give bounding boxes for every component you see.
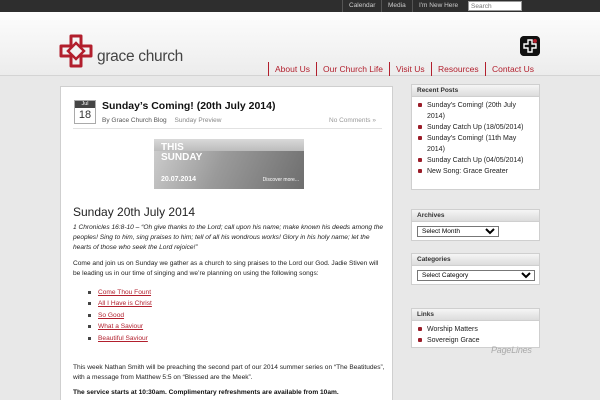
nav-visit-us[interactable]: Visit Us (389, 62, 425, 76)
post-date-day: 18 (78, 109, 92, 121)
archives-widget (411, 209, 540, 241)
site-name[interactable]: grace church (97, 48, 184, 65)
social-badge-icon[interactable] (520, 36, 540, 56)
banner-date: 20.07.2014 (161, 176, 197, 183)
recent-post-link[interactable]: New Song: Grace Greater (416, 166, 535, 177)
banner-line-2: SUNDAY (161, 152, 203, 163)
post-author[interactable]: By Grace Church Blog (102, 117, 167, 124)
sermon-paragraph: This week Nathan Smith will be preaching the second part of our 2014 summer series on “The Beatitudes”, with a message from Matthew 5:5 on “Blessed are the Meek”. (73, 364, 385, 381)
comments-link[interactable]: No Comments » (329, 117, 376, 124)
post-byline (102, 117, 221, 124)
widget-title: Categories (412, 254, 539, 266)
post-subheading: Sunday 20th July 2014 (73, 205, 196, 219)
nav-about-us[interactable]: About Us (268, 62, 310, 76)
banner-line-1: THIS (161, 142, 184, 153)
nav-contact-us[interactable]: Contact Us (485, 62, 534, 76)
widget-title: Archives (412, 210, 539, 222)
pagelines-credit[interactable]: PageLines (491, 345, 532, 355)
banner-discover-more: Discover more... (262, 177, 299, 183)
nav-our-church-life[interactable]: Our Church Life (316, 62, 383, 76)
categories-widget (411, 253, 540, 285)
nav-resources[interactable]: Resources (431, 62, 479, 76)
recent-post-link[interactable]: Sunday Catch Up (04/05/2014) (416, 155, 535, 166)
divider (73, 128, 382, 129)
widget-title: Links (412, 309, 539, 321)
intro-paragraph: Come and join us on Sunday we gather as a church to sing praises to the Lord our God. Jadie Stiven will be leading us in our time of singing and we’re planning on using the following songs: (73, 260, 379, 277)
song-link[interactable]: So Good (86, 310, 152, 321)
external-link[interactable]: Sovereign Grace (416, 335, 535, 346)
search-input[interactable] (468, 1, 522, 11)
archives-select[interactable] (417, 226, 499, 237)
recent-posts-widget (411, 84, 540, 190)
site-header (0, 12, 600, 76)
song-link[interactable]: What a Saviour (86, 321, 152, 332)
categories-select[interactable] (417, 270, 535, 281)
external-link[interactable]: Worship Matters (416, 324, 535, 335)
links-widget (411, 308, 540, 348)
utility-bar (0, 0, 600, 12)
recent-post-link[interactable]: Sunday’s Coming! (11th May 2014) (416, 133, 535, 155)
im-new-here-link[interactable]: I'm New Here (412, 0, 464, 12)
song-link[interactable]: Beautiful Saviour (86, 333, 152, 344)
post-title[interactable]: Sunday’s Coming! (20th July 2014) (102, 100, 276, 112)
song-list (86, 287, 152, 344)
widget-title: Recent Posts (412, 85, 539, 97)
post-category[interactable]: Sunday Preview (174, 117, 222, 124)
banner-headline (161, 143, 231, 163)
calendar-link[interactable]: Calendar (342, 0, 381, 12)
recent-posts-list (412, 97, 539, 180)
song-link[interactable]: All I Have is Christ (86, 298, 152, 309)
service-time: The service starts at 10:30am. Complimentary refreshments are available from 10am. (73, 389, 339, 396)
post-date-month: Jul (75, 101, 95, 108)
scripture-quote: 1 Chronicles 16:8-10 – “Oh give thanks to the Lord; call upon his name; make known his deeds among the peoples! Sing to him, sing praises to him; tell of all his wondrous works! Glory in his holy name; let the hearts of those who seek the Lord rejoice!” (73, 224, 384, 251)
this-sunday-banner[interactable] (154, 139, 304, 189)
post-date-badge (74, 100, 96, 124)
song-link[interactable]: Come Thou Fount (86, 287, 152, 298)
post-content (60, 86, 393, 400)
recent-post-link[interactable]: Sunday’s Coming! (20th July 2014) (416, 100, 535, 122)
cross-logo-icon[interactable] (59, 34, 93, 68)
recent-post-link[interactable]: Sunday Catch Up (18/05/2014) (416, 122, 535, 133)
media-link[interactable]: Media (381, 0, 412, 12)
